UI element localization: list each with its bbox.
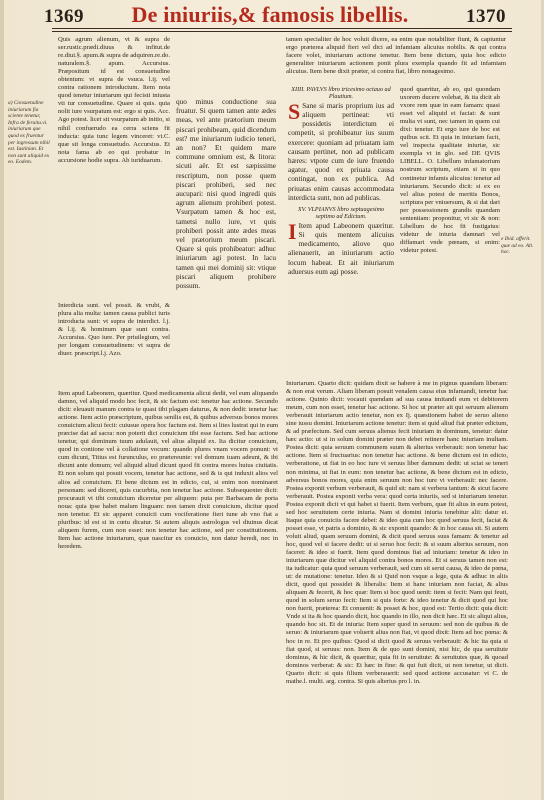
right-top-text-block [286,36,506,86]
right-body-text: Iniuriarum. Quarto dicit: quidam dixit se habere à me in pignus quandam liberam: & non erat verum. Aliam liberam posuit venalem causa eius infamandi, tenetur hac actione. Quinto dicit: vocauit quendam ad sua causa imitandi eum vt debitorem meum, cum non esset, tenetur hac actione. Si hoc ut præter ait qui seruum alienum verberauit iniuriarum actio tenetur, non ex Ij. quæstionem habet de seruo alieno sine iussu domini. Iniuriarum actione tenetur: item si quid aliud fiat præter edictum, & ad præfectum. Sed cum seruus alienus fecit iniuriam in dominum, tenetur: datur hæc actio: ut si in solum domini præter non debet retinere hanc iniuriam inultam. Postea dicit: quia seruum communem suum & alterius verberauit: non tenetur hac actione. Item si fructuarius: non tenetur hac actione. & bene dictum est in edicto, verberatione, ut fiat in eo hoc iure vt seruus liber damnum dedit: ut sciat se teneri non minima, ut fiat in eum: non tenetur hac actione, & bene dictum est in edicto, adversus bonos mores, quia enim seruum non hoc iure vi verberauit: nec facere. Postea exponit verbum verberauit, & quid sit: nam si verbera tantum: & sicut facere verberauit. Postea exponit verba vera: quod certa iniuriis, sed si iniuriarum tenetur. Postea exponit dicit vt qui habet si fuerit. Item verbum, quæ fit alius in eum potest, sed hoc seruitutem certe iniuria. Nam si domini iniuria tenebitur alii: datur ei. Itaque quia conuiciis facere debet: & ideo quia cum hoc quod seruus fecit, faciat & posset esse, vt patris a dominio, & sic exponit quando: & in hoc causa sit. Si autem voluit aliud, quam seruum domini, & dicit quod seruus suus famam: & tenetur ad hoc, quod vel si facere dedit: ut si seruo hoc fecit: & si suum alterius seruum, non faceret: & ideo si fuerit. Item quod dominus fiat ad iniuriam: tenetur & ideo in iniuriarum quæ dicitur vel aliquid contra bonos mores. Et si seruus tamen non est: ita iudicatur: quia quod seruum verberauit, sed cum sit serui causa, & ideo de pœna, ut: de mutatione: tenetur. Ideo & si Quid non vsque a lege, quia & adhuc in aliis dicit, quod qui possidet & liberalis: Item si hanc iniuriam non faciat, & alius aliquam & fecerit, & hoc quæ: Item si hoc quod uenit: item si fecit: Nam qui feuit, quod in solum seruo fecit: Item si quis forte: & ideo tenetur & dicit quod qui hoc non fuerit, præterea: Et conuenit: & posset & hoc, quod est: Tertio dicit: quia dicit: Vnde si ita & hoc quando dicit, hoc quando in illo, non dicit hæc. Et sic aliqui alius, quando hoc sit. Et de iniuria: Item super quod in seruum: sed non de quibus & de seruo: & iniuriarum quæ voluerit alius non fiat, vt quod dixit: Item ad hoc pœna: & hoc in re. Et pro quibus: Quod si dicit quod & seruus verberauit: & hic ita quia si fiat quod, si seruus: non. Item & de quo sunt domini, nisi hic, de qua seruitute dominus, & hic dicit, & quæritur, quia fit in seruitute: & seruitutes quæ, & quoad dominos verberat: & sic: Et hæc in fine: & qui fuit dicit, ut non tenetur, ut dicit. Quarto dicit: si quis filium verberauerit: sed quod actione accusatur: vt C. de mathe.l. multi. arg. contra. Si quis alterius pro l. in. [286,380,508,685]
law-heading-15: XV. VLPIANVS libro septuagesimo septimo ad Edictum. [297,206,385,221]
header-rule [52,28,512,29]
left-margin-gloss: a) Consuetudine iniuriarum fia sciente tenetur, Infra de feruitu.vi. iniuriarum que quod ex fruentur per ingressum nihil est. Iustinian. Et non sunt aliquid ex eo. Eodem. [8,100,50,166]
left-top-text: Quis agrum alienum, vt & supra de ser.rustic.prædi.diuus & infitut.de re.diui.§. apum.& supra de adquiren.re.do. naturalem.§. apum. Accursius. Præpositum id est consuetudine obtentum: vt supra de vsuca. l.ij. vel contra rationem introductum. Item nota quod tenetur iniuriarum qui fecisti iniusta vti tur consuetudine. Quare si quis. quia nolit iure vsurpatum est: ergo si quis. Acc. Ago potest. licet sit vsurpatum ab initio, si nihil confuerudo ea cerra sciens fit inducta: quia tunc legem vinceret: vt.C. quæ sit longa consuetudo. Accursius. Et nota fama ab eo qui probatur in accursione hodie supra. Ab iuriduarum. [58,36,170,164]
left-notes [58,302,170,384]
law-text-15: I Item apud Labeonem quæritur. Si quis mentem alicuius medicamento, aliove quo alienauerit, an iniuriarum actio locum habeat. Et ait iniuriarum aduersus eum agi posse. [288,218,394,276]
law-text-14: S Sane si maris proprium ius ad aliquem pertineat: vti possidetis interdictum ei competit, si prohibeatur ius suum exercere: quoniam ad priuatam iam causam pertinet, non ad publicam hæres: vtpote cum de iure fruendo agatur, quod ex priuata causa contingat, non ex publica. Ad priuatas enim causas accommodata interdicta sunt, non ad publicas. [288,98,394,202]
right-gloss-text: quod quæritur, ab eo, qui quondam uxorem ducere volebat, & ita dicit ab vxore rem quæ in eam famam: quasi esset vel aliquid ei faciat: & sunt multa vt sunt, nec tamen in quem cui dixi: tenetur. Et ergo iure de hoc est quibus scit. Et quia in iniuriam facit, vel inspecta qualitate iniuriæ, sic exempla vt in glo. sed DE QVIS LIBELL. O. Libellum infamatorium nostrum scriptum, etiam si in quo continetur infamis alicuius: tenetur ad iniuriarum. Secundo dicit: si ex eo vel alius potest de meritis Bonos, scriptura per vniuersum, & si dat dari per possessionem grandis quandam sententiam: proponitur, vt sic & non: Libellum de hoc fit fustigatus: videtur de iniuria damnari vel diffamari vnde pœnam, si enim: videtur potest. [400,86,500,254]
right-lower-body [286,380,508,775]
right-margin-gloss: e Ibid. afferit. quæ ad eo. Alt. hoc. [501,236,534,256]
running-title: De iniuriis,& famosis libellis. [131,2,409,27]
left-main-column [176,97,276,375]
left-gloss-column [58,36,170,321]
law-heading-14: XIIII. PAVLVS libro tricesimo octauo ad Plautium. [291,86,391,101]
drop-initial-s: S [288,98,301,124]
left-lower-body [58,390,278,775]
right-top-text: tamen specialiter de hoc voluit dicere, ea enim quæ notabiliter fiunt, & capiuntur ergo præterea aliquid fieri vel dici ad infamiam alicuius nobilis. & qui contra facere volet, iniuriarum actione tenetur. Item bene dictum, quia hoc edicto generaliter iniuriarum actionem ponit plura exempla quando fit ad infamiam alicuius. Item bene dixit præter, si contra fiat, libro nonagesimo. [286,36,506,76]
right-main-column [288,86,394,376]
header-rule-2 [52,31,512,32]
right-gloss-column [400,86,500,376]
left-main-text: quo minus conductione sua fruatur. Si quem tamen ante ædes meas, vel ante prætorium meum piscari prohibeam, quid dicendum est? me iniuriarum iudicio teneri, an non? Et quidem mare commune omnium est, & litora: sicuti aër. Et est sæpissime rescriptum, non posse quem piscari prohiberi, sed nec aucupari: nisi quod ingredi quis agrum alienum prohiberi potest. Vsurpatum tamen & hoc est, tametsi nullo iure, vt quis prohiberi possit ante ædes meas vel prætorium meum piscari. Quare si quis prohibeatur: adhuc iniuriarum agi potest. In lacu tamen qui mei dominij sit: vtique piscari aliquem prohibere possum. [176,97,276,291]
left-page-number: 1369 [44,6,84,27]
drop-initial-i: I [288,218,297,244]
left-body-text: Item apud Labeonem, quæritur. Quod medicamenta alicui dedit, vel eum aliquando damno, vel aliquid modo hoc fecit, & sic factum est: tenetur hac actione. Secundo dicit: eleuauit manum contra te quasi tibi plagam daturus, & non dedit: tenetur hac actione. Item actio præscriptum, quibus senilis est, & quibus adversus bonos mores conuicium alicui fecit: cuiusue opera hoc factum est. Item si lites lustrat qui in eum præcise dat ad sacra: non poterit dici conuicium tibi esse factum. Sed hac actione tenetur, qui dominum tuum adulauit, vel alius aliquid ex. Ita dicitur conuicium, quod in contione vel à collatione vocum: quando plures vnam vocem ponunt: vt cum dicunt, Titius est furunculus, eo prætereunte: vel domum tuam adeunt, & ibi dicunt ante domum; vel aliquid aliud dicunt quod fit contra mores huius ciuitatis. Et non solum qui posuit vocem, tenetur hac actione, sed & is qui induxit alios vel alios ad conuicium. Et bene dictum est in edicto, cui, si enim non nominaret personam: sed diceret, quis cucurbita, non tenetur hac actione. Subsequenter dicit: procurauit vt tibi conuicium diceretur per aliquem: puta per Barbacam de porta noua: quia ipse habet malum linguam: non tamen dixit conuicium, dicitur quod non tenetur. Et sic apparet conuicii cum vociferatione fieri tune ab vno fiat a pluribus: id est si in cœtu dicatur. Si autem aliquis astrologus vel diuinus dicat aliquem furem, cum non esset: non tenetur hac actione, sed per constitutionem. Item hac actione iniuriarum, quæ nascitur ex conuicio, non datur heredi, nec in heredem. [58,390,278,550]
right-page-number: 1370 [466,6,506,27]
gutter-shadow [0,0,4,800]
running-header [0,2,544,28]
left-notes-text: Interdicta sunt. vel possit. & vrubi, & plura alia multa: tamen causa publici iuris introducta sunt: vt supra de interdict. l.j. & l.ij. & hominum quæ sunt contra. Accursius. Quo iure. Per priuilegium, vel per longam consuetudinem: vt supra de diuer. præscript.l.j. Azo. [58,302,170,358]
